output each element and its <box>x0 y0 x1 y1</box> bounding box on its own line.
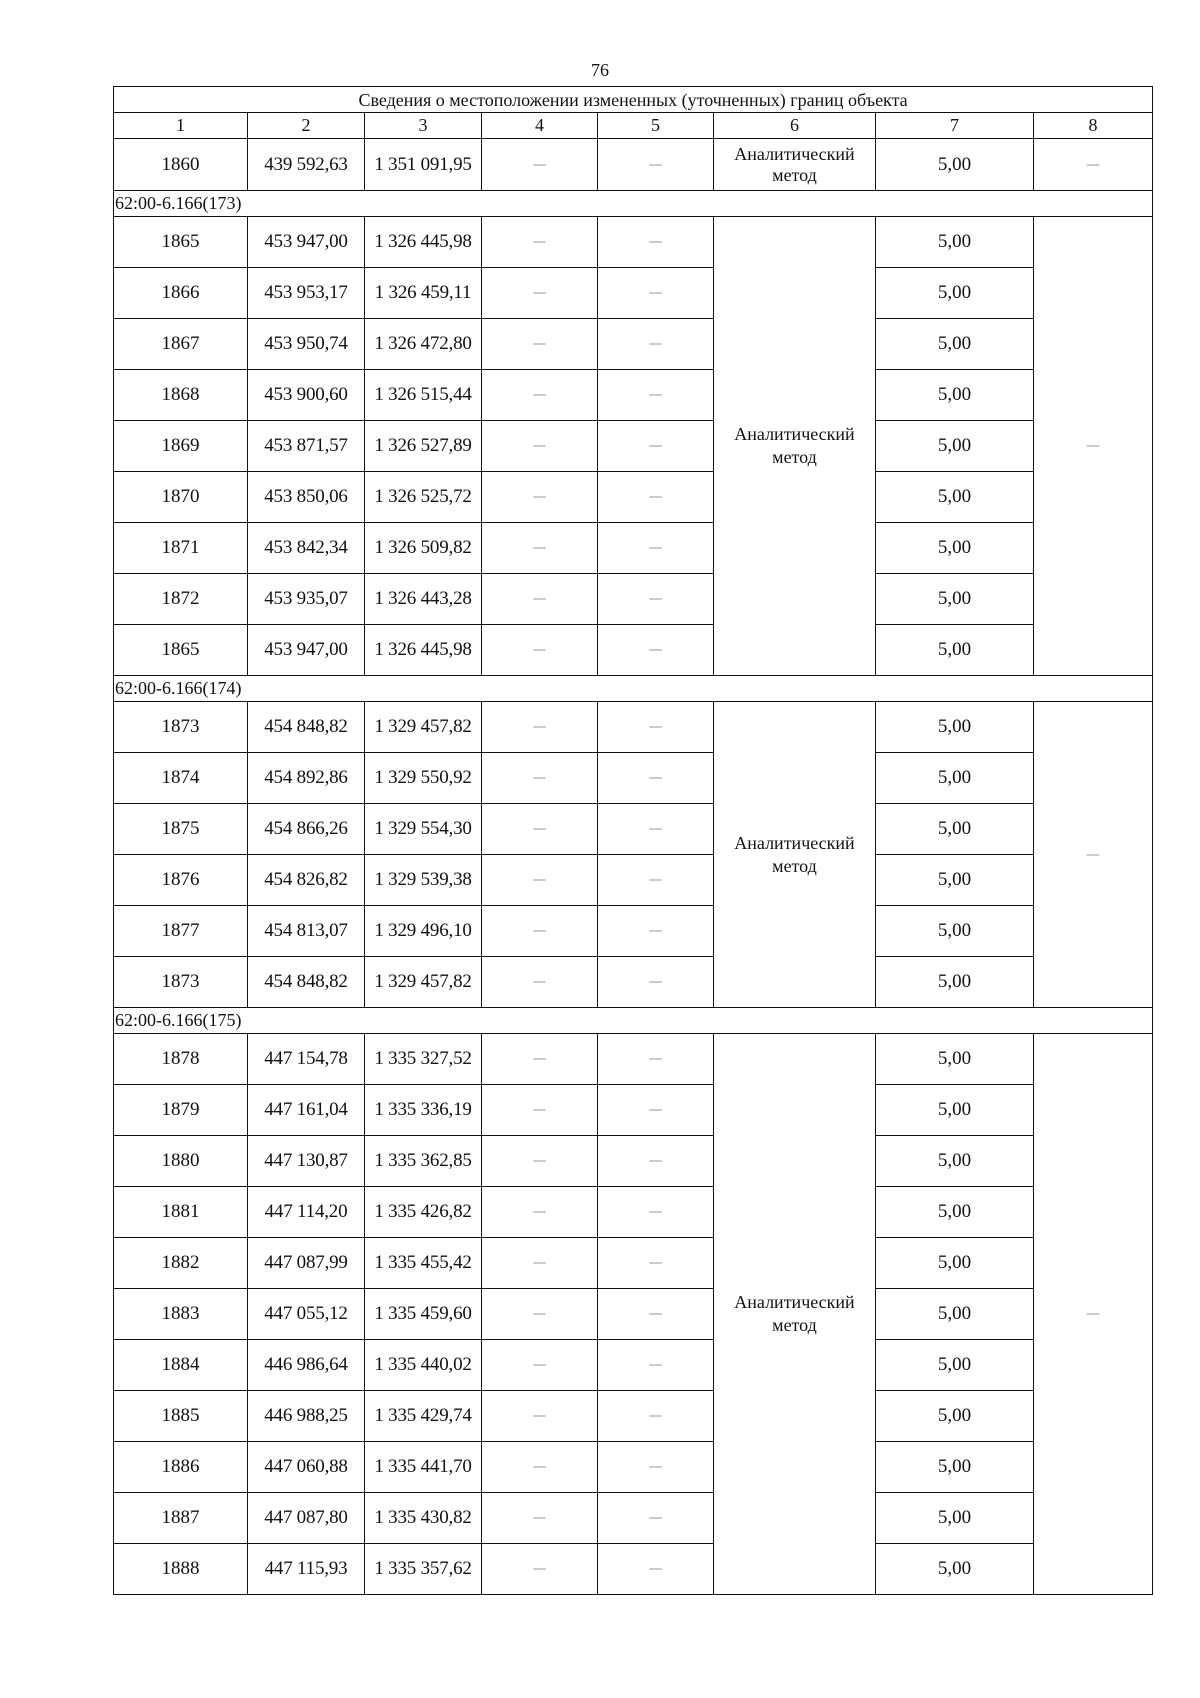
empty-dash: — <box>1034 217 1153 676</box>
coordinate-y: 1 329 457,82 <box>365 957 482 1008</box>
table-row <box>114 217 1153 268</box>
empty-dash: — <box>482 1391 598 1442</box>
coordinate-x: 453 935,07 <box>248 574 365 625</box>
coordinate-x: 454 892,86 <box>248 753 365 804</box>
coordinate-x: 453 947,00 <box>248 217 365 268</box>
method-cell <box>714 702 876 1008</box>
coordinate-y: 1 329 550,92 <box>365 753 482 804</box>
point-number: 1874 <box>114 753 248 804</box>
point-number: 1886 <box>114 1442 248 1493</box>
coordinate-x: 447 114,20 <box>248 1187 365 1238</box>
coordinate-y: 1 335 327,52 <box>365 1034 482 1085</box>
coordinate-y: 1 326 527,89 <box>365 421 482 472</box>
table-row <box>114 804 1153 855</box>
empty-dash: — <box>598 1391 714 1442</box>
point-number: 1860 <box>114 139 248 191</box>
method-cell <box>714 217 876 676</box>
coordinate-x: 453 947,00 <box>248 625 365 676</box>
empty-dash: — <box>598 855 714 906</box>
point-number: 1888 <box>114 1544 248 1595</box>
empty-dash: — <box>482 957 598 1008</box>
coordinate-x: 439 592,63 <box>248 139 365 191</box>
table-row <box>114 139 1153 191</box>
empty-dash: — <box>598 1544 714 1595</box>
coordinate-y: 1 335 426,82 <box>365 1187 482 1238</box>
accuracy: 5,00 <box>876 906 1034 957</box>
empty-dash: — <box>598 702 714 753</box>
empty-dash: — <box>598 1085 714 1136</box>
empty-dash: — <box>482 319 598 370</box>
accuracy: 5,00 <box>876 523 1034 574</box>
accuracy: 5,00 <box>876 702 1034 753</box>
table-row <box>114 1442 1153 1493</box>
empty-dash: — <box>482 625 598 676</box>
empty-dash: — <box>482 268 598 319</box>
method-label-line: Аналитический <box>734 143 855 164</box>
coordinate-x: 446 986,64 <box>248 1340 365 1391</box>
coordinate-x: 453 871,57 <box>248 421 365 472</box>
coordinate-x: 447 087,99 <box>248 1238 365 1289</box>
point-number: 1876 <box>114 855 248 906</box>
empty-dash: — <box>482 421 598 472</box>
empty-dash: — <box>1034 139 1153 191</box>
accuracy: 5,00 <box>876 855 1034 906</box>
empty-dash: — <box>482 523 598 574</box>
table-row <box>114 1493 1153 1544</box>
accuracy: 5,00 <box>876 217 1034 268</box>
accuracy: 5,00 <box>876 1187 1034 1238</box>
point-number: 1875 <box>114 804 248 855</box>
point-number: 1877 <box>114 906 248 957</box>
coordinate-y: 1 351 091,95 <box>365 139 482 191</box>
coordinate-y: 1 326 509,82 <box>365 523 482 574</box>
point-number: 1880 <box>114 1136 248 1187</box>
coordinate-x: 447 115,93 <box>248 1544 365 1595</box>
empty-dash: — <box>482 1340 598 1391</box>
accuracy: 5,00 <box>876 472 1034 523</box>
empty-dash: — <box>598 1493 714 1544</box>
coordinate-y: 1 326 445,98 <box>365 217 482 268</box>
coordinate-x: 447 060,88 <box>248 1442 365 1493</box>
table-row <box>114 625 1153 676</box>
table-row <box>114 1391 1153 1442</box>
coordinate-x: 454 866,26 <box>248 804 365 855</box>
point-number: 1865 <box>114 625 248 676</box>
method-label-line: метод <box>772 447 817 467</box>
coordinate-y: 1 335 459,60 <box>365 1289 482 1340</box>
empty-dash: — <box>598 1034 714 1085</box>
accuracy: 5,00 <box>876 319 1034 370</box>
coordinate-x: 453 850,06 <box>248 472 365 523</box>
table-row <box>114 753 1153 804</box>
accuracy: 5,00 <box>876 1391 1034 1442</box>
coordinate-y: 1 329 457,82 <box>365 702 482 753</box>
table-row <box>114 702 1153 753</box>
accuracy: 5,00 <box>876 1442 1034 1493</box>
table-row <box>114 1340 1153 1391</box>
page-number: 76 <box>591 60 609 80</box>
group-name: 62:00-6.166(173) <box>114 191 1153 217</box>
point-number: 1866 <box>114 268 248 319</box>
table-row <box>114 1544 1153 1595</box>
boundary-coordinates-table <box>113 86 1153 1595</box>
table-row <box>114 472 1153 523</box>
accuracy: 5,00 <box>876 625 1034 676</box>
point-number: 1879 <box>114 1085 248 1136</box>
coordinate-x: 454 848,82 <box>248 702 365 753</box>
empty-dash: — <box>598 1340 714 1391</box>
empty-dash: — <box>598 906 714 957</box>
accuracy: 5,00 <box>876 1034 1034 1085</box>
coordinate-y: 1 329 554,30 <box>365 804 482 855</box>
empty-dash: — <box>482 1136 598 1187</box>
empty-dash: — <box>482 855 598 906</box>
coordinate-x: 447 130,87 <box>248 1136 365 1187</box>
method-label-line: Аналитический <box>734 424 855 444</box>
empty-dash: — <box>598 421 714 472</box>
empty-dash: — <box>598 139 714 191</box>
accuracy: 5,00 <box>876 804 1034 855</box>
group-header-row <box>114 191 1153 217</box>
accuracy: 5,00 <box>876 268 1034 319</box>
coordinate-y: 1 335 440,02 <box>365 1340 482 1391</box>
table-row <box>114 855 1153 906</box>
accuracy: 5,00 <box>876 139 1034 191</box>
column-header: 4 <box>482 113 598 139</box>
table-row <box>114 319 1153 370</box>
accuracy: 5,00 <box>876 1289 1034 1340</box>
empty-dash: — <box>482 370 598 421</box>
table-row <box>114 421 1153 472</box>
accuracy: 5,00 <box>876 370 1034 421</box>
empty-dash: — <box>482 1034 598 1085</box>
coordinate-x: 453 950,74 <box>248 319 365 370</box>
accuracy: 5,00 <box>876 1544 1034 1595</box>
coordinate-x: 447 087,80 <box>248 1493 365 1544</box>
accuracy: 5,00 <box>876 574 1034 625</box>
table-row <box>114 1187 1153 1238</box>
coordinate-y: 1 335 336,19 <box>365 1085 482 1136</box>
coordinate-x: 447 154,78 <box>248 1034 365 1085</box>
empty-dash: — <box>482 217 598 268</box>
coordinate-x: 447 055,12 <box>248 1289 365 1340</box>
empty-dash: — <box>598 1136 714 1187</box>
group-name: 62:00-6.166(174) <box>114 676 1153 702</box>
coordinate-x: 454 848,82 <box>248 957 365 1008</box>
empty-dash: — <box>482 1238 598 1289</box>
empty-dash: — <box>482 1442 598 1493</box>
table-row <box>114 523 1153 574</box>
point-number: 1869 <box>114 421 248 472</box>
point-number: 1865 <box>114 217 248 268</box>
method-label-line: Аналитический <box>734 832 855 853</box>
column-header: 2 <box>248 113 365 139</box>
coordinate-y: 1 326 472,80 <box>365 319 482 370</box>
empty-dash: — <box>598 217 714 268</box>
coordinate-x: 454 813,07 <box>248 906 365 957</box>
empty-dash: — <box>598 957 714 1008</box>
point-number: 1881 <box>114 1187 248 1238</box>
group-name: 62:00-6.166(175) <box>114 1008 1153 1034</box>
point-number: 1885 <box>114 1391 248 1442</box>
point-number: 1883 <box>114 1289 248 1340</box>
coordinate-y: 1 329 496,10 <box>365 906 482 957</box>
empty-dash: — <box>1034 702 1153 1008</box>
coordinate-x: 453 953,17 <box>248 268 365 319</box>
column-header: 8 <box>1034 113 1153 139</box>
coordinate-y: 1 329 539,38 <box>365 855 482 906</box>
coordinate-x: 454 826,82 <box>248 855 365 906</box>
empty-dash: — <box>482 139 598 191</box>
empty-dash: — <box>482 1187 598 1238</box>
column-header: 5 <box>598 113 714 139</box>
empty-dash: — <box>482 702 598 753</box>
table-row <box>114 370 1153 421</box>
coordinate-y: 1 335 429,74 <box>365 1391 482 1442</box>
accuracy: 5,00 <box>876 753 1034 804</box>
coordinate-x: 453 842,34 <box>248 523 365 574</box>
group-header-row <box>114 676 1153 702</box>
empty-dash: — <box>482 1544 598 1595</box>
empty-dash: — <box>482 472 598 523</box>
column-header: 3 <box>365 113 482 139</box>
coordinate-y: 1 335 441,70 <box>365 1442 482 1493</box>
coordinate-y: 1 326 459,11 <box>365 268 482 319</box>
accuracy: 5,00 <box>876 1136 1034 1187</box>
point-number: 1878 <box>114 1034 248 1085</box>
method-label-line: метод <box>772 164 817 185</box>
empty-dash: — <box>482 574 598 625</box>
empty-dash: — <box>598 268 714 319</box>
empty-dash: — <box>482 1085 598 1136</box>
method-cell <box>714 139 876 191</box>
empty-dash: — <box>598 1238 714 1289</box>
empty-dash: — <box>598 523 714 574</box>
table-row <box>114 268 1153 319</box>
coordinate-x: 453 900,60 <box>248 370 365 421</box>
accuracy: 5,00 <box>876 1085 1034 1136</box>
empty-dash: — <box>1034 1034 1153 1595</box>
empty-dash: — <box>598 625 714 676</box>
coordinate-y: 1 335 357,62 <box>365 1544 482 1595</box>
table-row <box>114 1034 1153 1085</box>
table-row <box>114 574 1153 625</box>
method-label-line: метод <box>772 855 817 876</box>
point-number: 1873 <box>114 957 248 1008</box>
method-label-line: Аналитический <box>734 1292 855 1312</box>
point-number: 1868 <box>114 370 248 421</box>
table-row <box>114 1289 1153 1340</box>
empty-dash: — <box>482 753 598 804</box>
point-number: 1882 <box>114 1238 248 1289</box>
column-header: 1 <box>114 113 248 139</box>
table-row <box>114 906 1153 957</box>
column-header: 7 <box>876 113 1034 139</box>
group-header-row <box>114 1008 1153 1034</box>
method-label-line: метод <box>772 1315 817 1335</box>
coordinate-y: 1 335 362,85 <box>365 1136 482 1187</box>
table-row <box>114 1085 1153 1136</box>
point-number: 1867 <box>114 319 248 370</box>
empty-dash: — <box>598 472 714 523</box>
table-title: Сведения о местоположении измененных (уточненных) границ объекта <box>114 87 1153 113</box>
coordinate-y: 1 326 443,28 <box>365 574 482 625</box>
coordinate-y: 1 326 445,98 <box>365 625 482 676</box>
coordinate-x: 447 161,04 <box>248 1085 365 1136</box>
coordinate-x: 446 988,25 <box>248 1391 365 1442</box>
empty-dash: — <box>482 1289 598 1340</box>
empty-dash: — <box>598 319 714 370</box>
point-number: 1884 <box>114 1340 248 1391</box>
empty-dash: — <box>598 370 714 421</box>
coordinate-y: 1 326 515,44 <box>365 370 482 421</box>
column-header: 6 <box>714 113 876 139</box>
table-row <box>114 1238 1153 1289</box>
table-row <box>114 1136 1153 1187</box>
accuracy: 5,00 <box>876 421 1034 472</box>
coordinate-y: 1 335 430,82 <box>365 1493 482 1544</box>
empty-dash: — <box>598 753 714 804</box>
empty-dash: — <box>598 574 714 625</box>
table-row <box>114 957 1153 1008</box>
empty-dash: — <box>482 906 598 957</box>
empty-dash: — <box>598 804 714 855</box>
accuracy: 5,00 <box>876 1493 1034 1544</box>
point-number: 1872 <box>114 574 248 625</box>
empty-dash: — <box>598 1289 714 1340</box>
point-number: 1873 <box>114 702 248 753</box>
point-number: 1871 <box>114 523 248 574</box>
empty-dash: — <box>482 804 598 855</box>
empty-dash: — <box>598 1442 714 1493</box>
accuracy: 5,00 <box>876 957 1034 1008</box>
accuracy: 5,00 <box>876 1340 1034 1391</box>
point-number: 1887 <box>114 1493 248 1544</box>
empty-dash: — <box>598 1187 714 1238</box>
coordinate-y: 1 326 525,72 <box>365 472 482 523</box>
coordinate-y: 1 335 455,42 <box>365 1238 482 1289</box>
method-cell <box>714 1034 876 1595</box>
empty-dash: — <box>482 1493 598 1544</box>
column-header-row <box>114 113 1153 139</box>
accuracy: 5,00 <box>876 1238 1034 1289</box>
point-number: 1870 <box>114 472 248 523</box>
